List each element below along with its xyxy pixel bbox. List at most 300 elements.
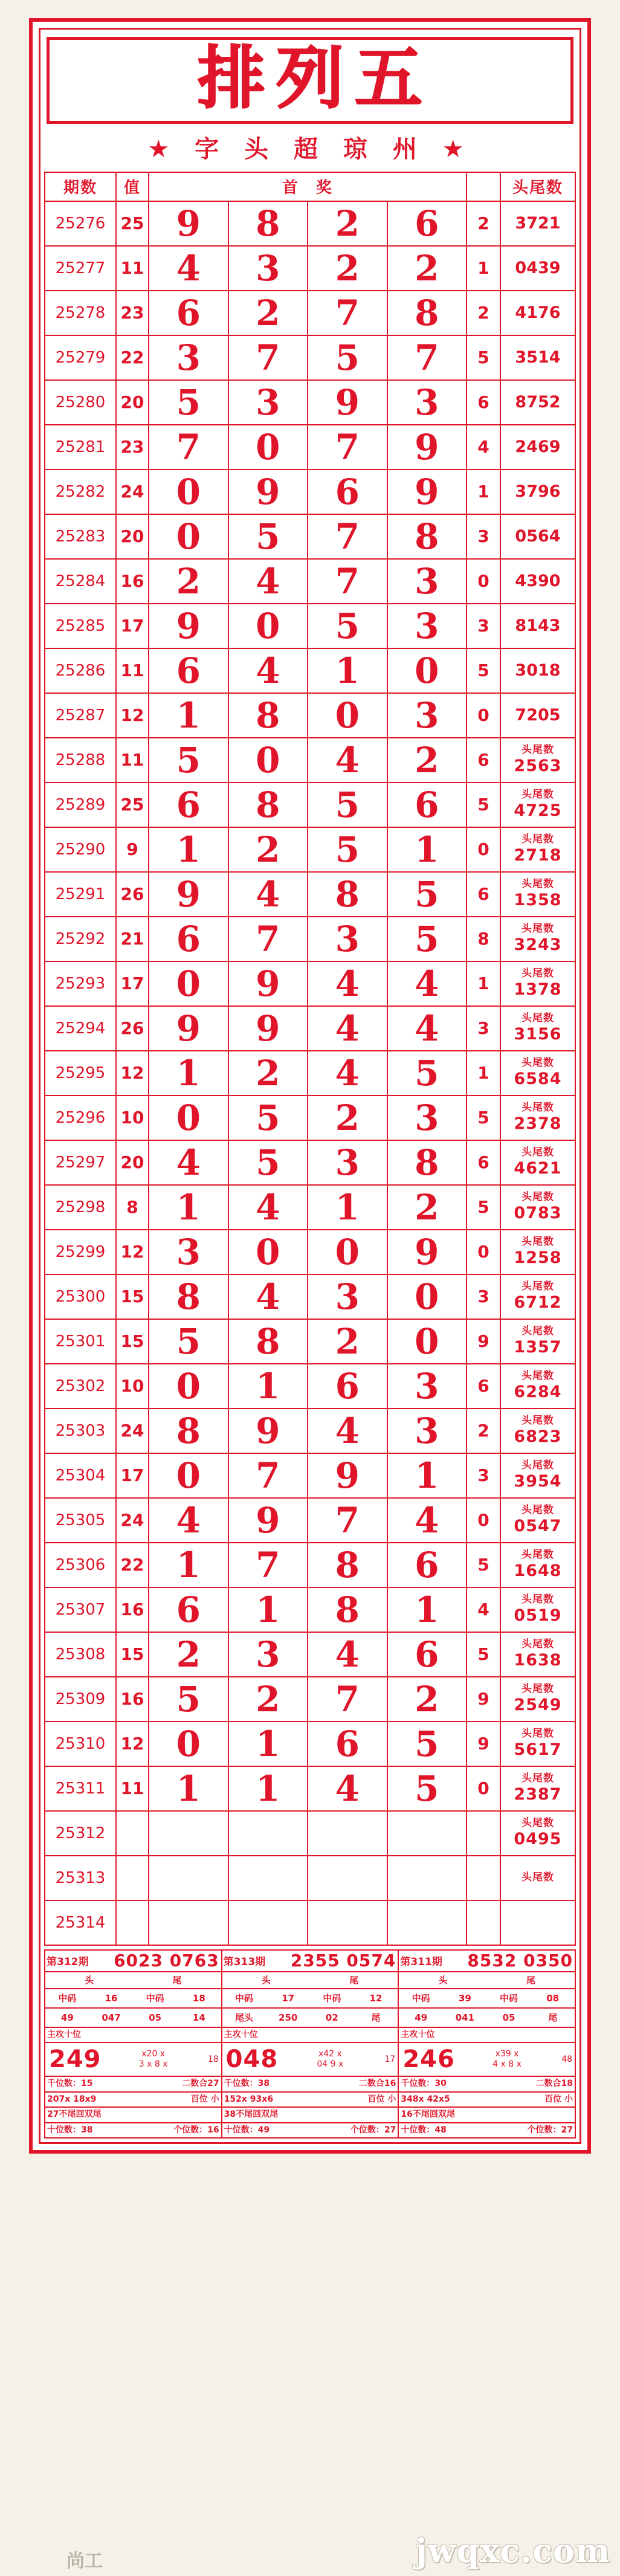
row-digit: 0 xyxy=(387,1274,467,1319)
panel-cell: 18 xyxy=(192,1992,205,2004)
table-row xyxy=(45,291,575,335)
row-value: 17 xyxy=(116,961,149,1006)
row-value xyxy=(116,1856,149,1900)
row-digit: 5 xyxy=(387,1766,467,1811)
row-digit: 2 xyxy=(149,559,228,604)
row-digit: 9 xyxy=(228,961,308,1006)
row-digit: 8 xyxy=(149,1409,228,1453)
row-last-digit: 2 xyxy=(467,201,500,246)
row-tail: 8143 xyxy=(500,604,575,648)
panel-ge: 个位数：16 xyxy=(173,2125,219,2135)
panel-cell: 尾头 xyxy=(235,2012,254,2024)
row-issue: 25302 xyxy=(45,1364,116,1409)
watermark: jwqxc.com xyxy=(415,2531,610,2570)
row-tail-number: 2378 xyxy=(514,1114,562,1133)
row-issue: 25292 xyxy=(45,917,116,961)
row-digit: 9 xyxy=(387,1230,467,1274)
row-tail-number: 4621 xyxy=(514,1158,562,1178)
row-digit: 2 xyxy=(387,1185,467,1230)
table-header-row xyxy=(45,172,575,201)
row-digit: 0 xyxy=(308,1230,387,1274)
panel-head xyxy=(45,1951,221,1972)
row-digit: 8 xyxy=(228,201,308,246)
row-tail xyxy=(500,1766,575,1811)
row-digit: 9 xyxy=(387,425,467,470)
row-digit: 3 xyxy=(228,246,308,291)
row-tail xyxy=(500,1006,575,1051)
table-row xyxy=(45,1811,575,1856)
row-tail-label: 头尾数 xyxy=(522,1772,554,1785)
row-tail: 7205 xyxy=(500,693,575,738)
row-tail-number: 2549 xyxy=(514,1695,562,1714)
forecast-panel xyxy=(399,1951,576,2138)
row-last-digit: 1 xyxy=(467,1051,500,1096)
row-digit: 1 xyxy=(149,693,228,738)
row-tail: 0439 xyxy=(500,246,575,291)
row-tail-label: 头尾数 xyxy=(522,1728,554,1740)
row-issue: 25297 xyxy=(45,1140,116,1185)
row-digit: 0 xyxy=(228,425,308,470)
panel-cell: 中码 xyxy=(235,1993,254,2004)
row-tail xyxy=(500,917,575,961)
panel-ge: 个位数：27 xyxy=(527,2125,573,2135)
row-last-digit: 1 xyxy=(467,246,500,291)
row-digit: 0 xyxy=(149,470,228,514)
row-digit: 2 xyxy=(228,291,308,335)
panel-subhead xyxy=(45,1972,221,1989)
panel-head xyxy=(222,1951,398,1972)
row-last-digit: 3 xyxy=(467,604,500,648)
row-digit: 6 xyxy=(387,1543,467,1587)
row-tail xyxy=(500,1274,575,1319)
row-issue: 25283 xyxy=(45,514,116,559)
row-issue: 25306 xyxy=(45,1543,116,1587)
panel-row xyxy=(399,2009,575,2028)
row-last-digit: 0 xyxy=(467,559,500,604)
row-digit: 0 xyxy=(149,1722,228,1766)
table-row xyxy=(45,1006,575,1051)
table-row xyxy=(45,1766,575,1811)
row-last-digit: 6 xyxy=(467,872,500,917)
row-value: 11 xyxy=(116,738,149,783)
sheet-border xyxy=(29,18,591,2154)
row-value: 12 xyxy=(116,693,149,738)
row-value: 15 xyxy=(116,1274,149,1319)
row-digit: 5 xyxy=(149,380,228,425)
row-tail-label: 头尾数 xyxy=(522,1593,554,1606)
row-digit: 0 xyxy=(149,514,228,559)
row-digit: 4 xyxy=(387,1006,467,1051)
row-issue: 25290 xyxy=(45,827,116,872)
row-last-digit: 5 xyxy=(467,335,500,380)
panel-cell: 05 xyxy=(149,2012,162,2023)
row-digit: 9 xyxy=(308,1453,387,1498)
panel-bottom-extra xyxy=(222,2093,398,2108)
row-digit: 7 xyxy=(308,514,387,559)
panel-main-pick xyxy=(45,2043,221,2077)
row-value: 12 xyxy=(116,1051,149,1096)
panel-side-mid: 3 x 8 x xyxy=(138,2059,168,2070)
row-issue: 25295 xyxy=(45,1051,116,1096)
col-issue: 期数 xyxy=(45,172,116,201)
row-tail xyxy=(500,1900,575,1945)
row-last-digit: 3 xyxy=(467,1274,500,1319)
row-digit xyxy=(228,1856,308,1900)
row-digit: 5 xyxy=(308,827,387,872)
panel-side-info xyxy=(317,2049,346,2070)
row-last-digit: 5 xyxy=(467,648,500,693)
row-tail xyxy=(500,872,575,917)
row-value: 16 xyxy=(116,559,149,604)
row-tail-label: 头尾数 xyxy=(522,1236,554,1248)
row-digit: 0 xyxy=(387,1319,467,1364)
row-digit: 1 xyxy=(387,1453,467,1498)
row-tail-number: 3243 xyxy=(514,935,562,954)
title-box xyxy=(47,37,573,124)
row-last-digit: 2 xyxy=(467,291,500,335)
table-row xyxy=(45,1230,575,1274)
row-last-digit: 4 xyxy=(467,1587,500,1632)
row-tail-label: 头尾数 xyxy=(522,1325,554,1338)
panel-cell: 14 xyxy=(192,2012,205,2023)
row-tail xyxy=(500,783,575,827)
row-digit: 7 xyxy=(308,1498,387,1543)
row-digit: 6 xyxy=(387,783,467,827)
panel-cell: 16 xyxy=(105,1992,118,2004)
row-issue: 25309 xyxy=(45,1677,116,1722)
panel-qian: 千位数：38 xyxy=(224,2079,270,2089)
row-tail-number: 1357 xyxy=(514,1337,562,1357)
row-value: 25 xyxy=(116,783,149,827)
row-tail xyxy=(500,1856,575,1900)
row-value: 15 xyxy=(116,1319,149,1364)
row-tail xyxy=(500,1051,575,1096)
row-value: 22 xyxy=(116,335,149,380)
row-digit: 9 xyxy=(149,604,228,648)
row-tail-number: 0783 xyxy=(514,1203,562,1222)
row-last-digit: 5 xyxy=(467,1632,500,1677)
table-row xyxy=(45,1409,575,1453)
row-digit: 8 xyxy=(308,1587,387,1632)
row-digit: 6 xyxy=(308,470,387,514)
row-tail-number: 6584 xyxy=(514,1069,562,1088)
row-last-digit: 0 xyxy=(467,1498,500,1543)
star-right-icon: ★ xyxy=(442,135,473,163)
row-issue: 25293 xyxy=(45,961,116,1006)
table-row xyxy=(45,1319,575,1364)
table-row xyxy=(45,827,575,872)
row-issue: 25276 xyxy=(45,201,116,246)
row-tail-label: 头尾数 xyxy=(522,1415,554,1427)
row-tail-number: 4725 xyxy=(514,801,562,820)
row-tail xyxy=(500,961,575,1006)
table-row xyxy=(45,1498,575,1543)
row-digit: 5 xyxy=(149,1677,228,1722)
panel-sub-tail: 尾 xyxy=(172,1975,182,1986)
row-digit: 7 xyxy=(228,1453,308,1498)
row-digit: 4 xyxy=(308,738,387,783)
panel-shi: 十位数：38 xyxy=(47,2125,93,2135)
row-issue: 25298 xyxy=(45,1185,116,1230)
row-tail xyxy=(500,1453,575,1498)
panel-ge: 个位数：27 xyxy=(350,2125,396,2135)
row-last-digit: 8 xyxy=(467,917,500,961)
row-digit: 1 xyxy=(228,1766,308,1811)
panel-cell: 中码 xyxy=(146,1993,164,2004)
table-row xyxy=(45,872,575,917)
row-issue: 25307 xyxy=(45,1587,116,1632)
panel-numbers: 6023 0763 xyxy=(114,1951,219,1971)
watermark-secondary: 尚工 xyxy=(66,2551,103,2572)
row-tail xyxy=(500,1811,575,1856)
row-value: 20 xyxy=(116,1140,149,1185)
row-last-digit xyxy=(467,1811,500,1856)
row-value: 12 xyxy=(116,1230,149,1274)
row-issue: 25301 xyxy=(45,1319,116,1364)
table-row xyxy=(45,648,575,693)
panel-cell: 49 xyxy=(60,2012,74,2023)
row-digit: 8 xyxy=(387,291,467,335)
panel-cell: 047 xyxy=(102,2012,121,2023)
panel-bai-small: 百位 小 xyxy=(190,2094,219,2104)
row-digit: 2 xyxy=(149,1632,228,1677)
row-digit: 4 xyxy=(149,246,228,291)
row-tail-label: 头尾数 xyxy=(522,1683,554,1696)
row-tail-label: 头尾数 xyxy=(522,1459,554,1472)
row-digit: 5 xyxy=(308,604,387,648)
row-tail-label: 头尾数 xyxy=(522,1504,554,1517)
row-digit: 1 xyxy=(149,1051,228,1096)
row-digit: 6 xyxy=(387,201,467,246)
row-last-digit xyxy=(467,1856,500,1900)
row-value: 12 xyxy=(116,1722,149,1766)
panel-subhead xyxy=(222,1972,398,1989)
table-row xyxy=(45,1587,575,1632)
panel-shi-ge xyxy=(222,2123,398,2138)
row-issue: 25308 xyxy=(45,1632,116,1677)
row-digit: 1 xyxy=(149,827,228,872)
row-digit: 3 xyxy=(149,1230,228,1274)
table-row xyxy=(45,425,575,470)
row-issue: 25312 xyxy=(45,1811,116,1856)
row-digit: 0 xyxy=(308,693,387,738)
row-digit: 6 xyxy=(149,783,228,827)
row-digit: 4 xyxy=(308,1766,387,1811)
row-digit xyxy=(149,1811,228,1856)
row-digit xyxy=(308,1900,387,1945)
row-tail: 3721 xyxy=(500,201,575,246)
row-value: 23 xyxy=(116,291,149,335)
row-last-digit: 3 xyxy=(467,1453,500,1498)
row-digit: 9 xyxy=(228,1498,308,1543)
row-digit: 2 xyxy=(308,1319,387,1364)
panel-subhead xyxy=(399,1972,575,1989)
row-digit: 7 xyxy=(149,425,228,470)
row-tail-label: 头尾数 xyxy=(522,923,554,935)
row-value: 17 xyxy=(116,1453,149,1498)
row-issue: 25287 xyxy=(45,693,116,738)
row-digit: 6 xyxy=(149,1587,228,1632)
row-digit: 5 xyxy=(228,514,308,559)
panel-bottom-nums: 152x 93x6 xyxy=(224,2094,274,2104)
panel-shi: 十位数：49 xyxy=(224,2125,270,2135)
row-tail-number: 0519 xyxy=(514,1606,562,1625)
row-digit: 2 xyxy=(308,246,387,291)
row-digit: 4 xyxy=(308,1409,387,1453)
row-digit: 9 xyxy=(228,1006,308,1051)
panel-main-label: 主攻十位 xyxy=(45,2028,221,2044)
row-last-digit: 2 xyxy=(467,1409,500,1453)
row-tail: 2469 xyxy=(500,425,575,470)
row-digit: 9 xyxy=(149,1006,228,1051)
row-last-digit: 0 xyxy=(467,693,500,738)
table-row xyxy=(45,1364,575,1409)
row-digit: 3 xyxy=(149,335,228,380)
row-digit: 9 xyxy=(228,470,308,514)
row-last-digit: 5 xyxy=(467,1185,500,1230)
row-last-digit: 0 xyxy=(467,1766,500,1811)
row-last-digit: 6 xyxy=(467,1140,500,1185)
row-last-digit: 6 xyxy=(467,380,500,425)
row-digit: 9 xyxy=(149,872,228,917)
star-left-icon: ★ xyxy=(147,135,178,163)
row-tail-number: 2387 xyxy=(514,1784,562,1804)
panel-row xyxy=(45,2009,221,2028)
row-tail xyxy=(500,1409,575,1453)
row-digit: 7 xyxy=(308,291,387,335)
panel-main-pick xyxy=(222,2043,398,2077)
forecast-panel xyxy=(45,1951,222,2138)
table-row xyxy=(45,1900,575,1945)
row-value: 8 xyxy=(116,1185,149,1230)
row-digit: 4 xyxy=(387,1498,467,1543)
row-tail-label: 头尾数 xyxy=(522,1370,554,1383)
row-digit: 3 xyxy=(308,1140,387,1185)
table-row xyxy=(45,514,575,559)
table-row xyxy=(45,1543,575,1587)
row-tail xyxy=(500,1587,575,1632)
row-digit: 3 xyxy=(387,1364,467,1409)
row-tail xyxy=(500,1185,575,1230)
panel-main-label: 主攻十位 xyxy=(399,2028,575,2044)
table-row xyxy=(45,738,575,783)
panel-cell: 041 xyxy=(455,2012,474,2023)
panel-cell: 250 xyxy=(279,2012,298,2023)
row-value: 26 xyxy=(116,872,149,917)
row-digit: 4 xyxy=(228,1274,308,1319)
row-digit: 6 xyxy=(308,1364,387,1409)
row-tail-label: 头尾数 xyxy=(522,833,554,846)
row-last-digit: 1 xyxy=(467,470,500,514)
subtitle xyxy=(44,130,576,164)
row-digit: 1 xyxy=(149,1766,228,1811)
row-digit: 0 xyxy=(228,1230,308,1274)
row-tail: 3514 xyxy=(500,335,575,380)
panel-er: 二数合16 xyxy=(358,2079,396,2089)
row-issue: 25303 xyxy=(45,1409,116,1453)
row-value: 16 xyxy=(116,1677,149,1722)
row-digit: 5 xyxy=(308,783,387,827)
row-digit: 1 xyxy=(228,1722,308,1766)
panel-qian-er xyxy=(399,2077,575,2093)
panel-shi: 十位数：48 xyxy=(401,2125,447,2135)
row-tail-number: 6712 xyxy=(514,1293,562,1312)
row-issue: 25289 xyxy=(45,783,116,827)
row-issue: 25288 xyxy=(45,738,116,783)
row-issue: 25305 xyxy=(45,1498,116,1543)
row-tail-number: 1648 xyxy=(514,1561,562,1580)
row-tail-number: 1638 xyxy=(514,1650,562,1670)
row-tail-label: 头尾数 xyxy=(522,1102,554,1114)
panel-head xyxy=(399,1951,575,1972)
row-tail-label: 头尾数 xyxy=(522,744,554,757)
table-row xyxy=(45,246,575,291)
row-tail xyxy=(500,1364,575,1409)
panel-bottom-nums: 348x 42x5 xyxy=(401,2094,450,2104)
row-digit: 4 xyxy=(228,1185,308,1230)
table-row xyxy=(45,1632,575,1677)
panel-sub-head: 头 xyxy=(261,1975,271,1986)
row-digit: 3 xyxy=(308,1274,387,1319)
row-tail-number: 0495 xyxy=(514,1829,562,1848)
row-digit: 5 xyxy=(228,1096,308,1140)
row-tail xyxy=(500,1677,575,1722)
panel-sub-tail: 尾 xyxy=(349,1975,359,1986)
panel-bai-small: 百位 小 xyxy=(367,2094,396,2104)
panel-side-number: 48 xyxy=(561,2054,573,2064)
row-digit: 4 xyxy=(228,872,308,917)
row-tail-number: 3954 xyxy=(514,1471,562,1491)
row-tail-label: 头尾数 xyxy=(522,1012,554,1025)
row-digit: 3 xyxy=(387,380,467,425)
row-digit: 4 xyxy=(387,961,467,1006)
panel-side-info xyxy=(492,2049,524,2070)
row-issue: 25299 xyxy=(45,1230,116,1274)
row-value xyxy=(116,1900,149,1945)
row-digit: 9 xyxy=(308,380,387,425)
panel-side-mid: 4 x 8 x xyxy=(492,2059,522,2070)
forecast-panel xyxy=(222,1951,399,2138)
row-issue: 25285 xyxy=(45,604,116,648)
row-digit: 0 xyxy=(228,738,308,783)
table-row xyxy=(45,693,575,738)
row-value: 21 xyxy=(116,917,149,961)
row-digit: 0 xyxy=(149,1453,228,1498)
row-digit: 9 xyxy=(149,201,228,246)
panel-numbers: 8532 0350 xyxy=(467,1951,573,1971)
row-digit: 7 xyxy=(387,335,467,380)
panel-sub-head: 头 xyxy=(85,1975,94,1986)
panel-numbers: 2355 0574 xyxy=(290,1951,396,1971)
row-digit: 2 xyxy=(308,1096,387,1140)
row-digit: 7 xyxy=(228,335,308,380)
row-issue: 25286 xyxy=(45,648,116,693)
panel-bai-small: 百位 小 xyxy=(544,2094,573,2104)
row-digit: 3 xyxy=(387,559,467,604)
row-last-digit: 3 xyxy=(467,514,500,559)
row-digit: 1 xyxy=(387,1587,467,1632)
row-digit: 8 xyxy=(228,783,308,827)
row-last-digit: 5 xyxy=(467,1543,500,1587)
panel-qian: 千位数：15 xyxy=(47,2079,93,2089)
panel-cell: 08 xyxy=(546,1992,560,2004)
panel-note: 38不尾回双尾 xyxy=(222,2108,398,2123)
row-last-digit: 1 xyxy=(467,961,500,1006)
row-last-digit xyxy=(467,1900,500,1945)
row-digit: 1 xyxy=(149,1543,228,1587)
panel-cell: 05 xyxy=(502,2012,515,2023)
row-value: 20 xyxy=(116,514,149,559)
